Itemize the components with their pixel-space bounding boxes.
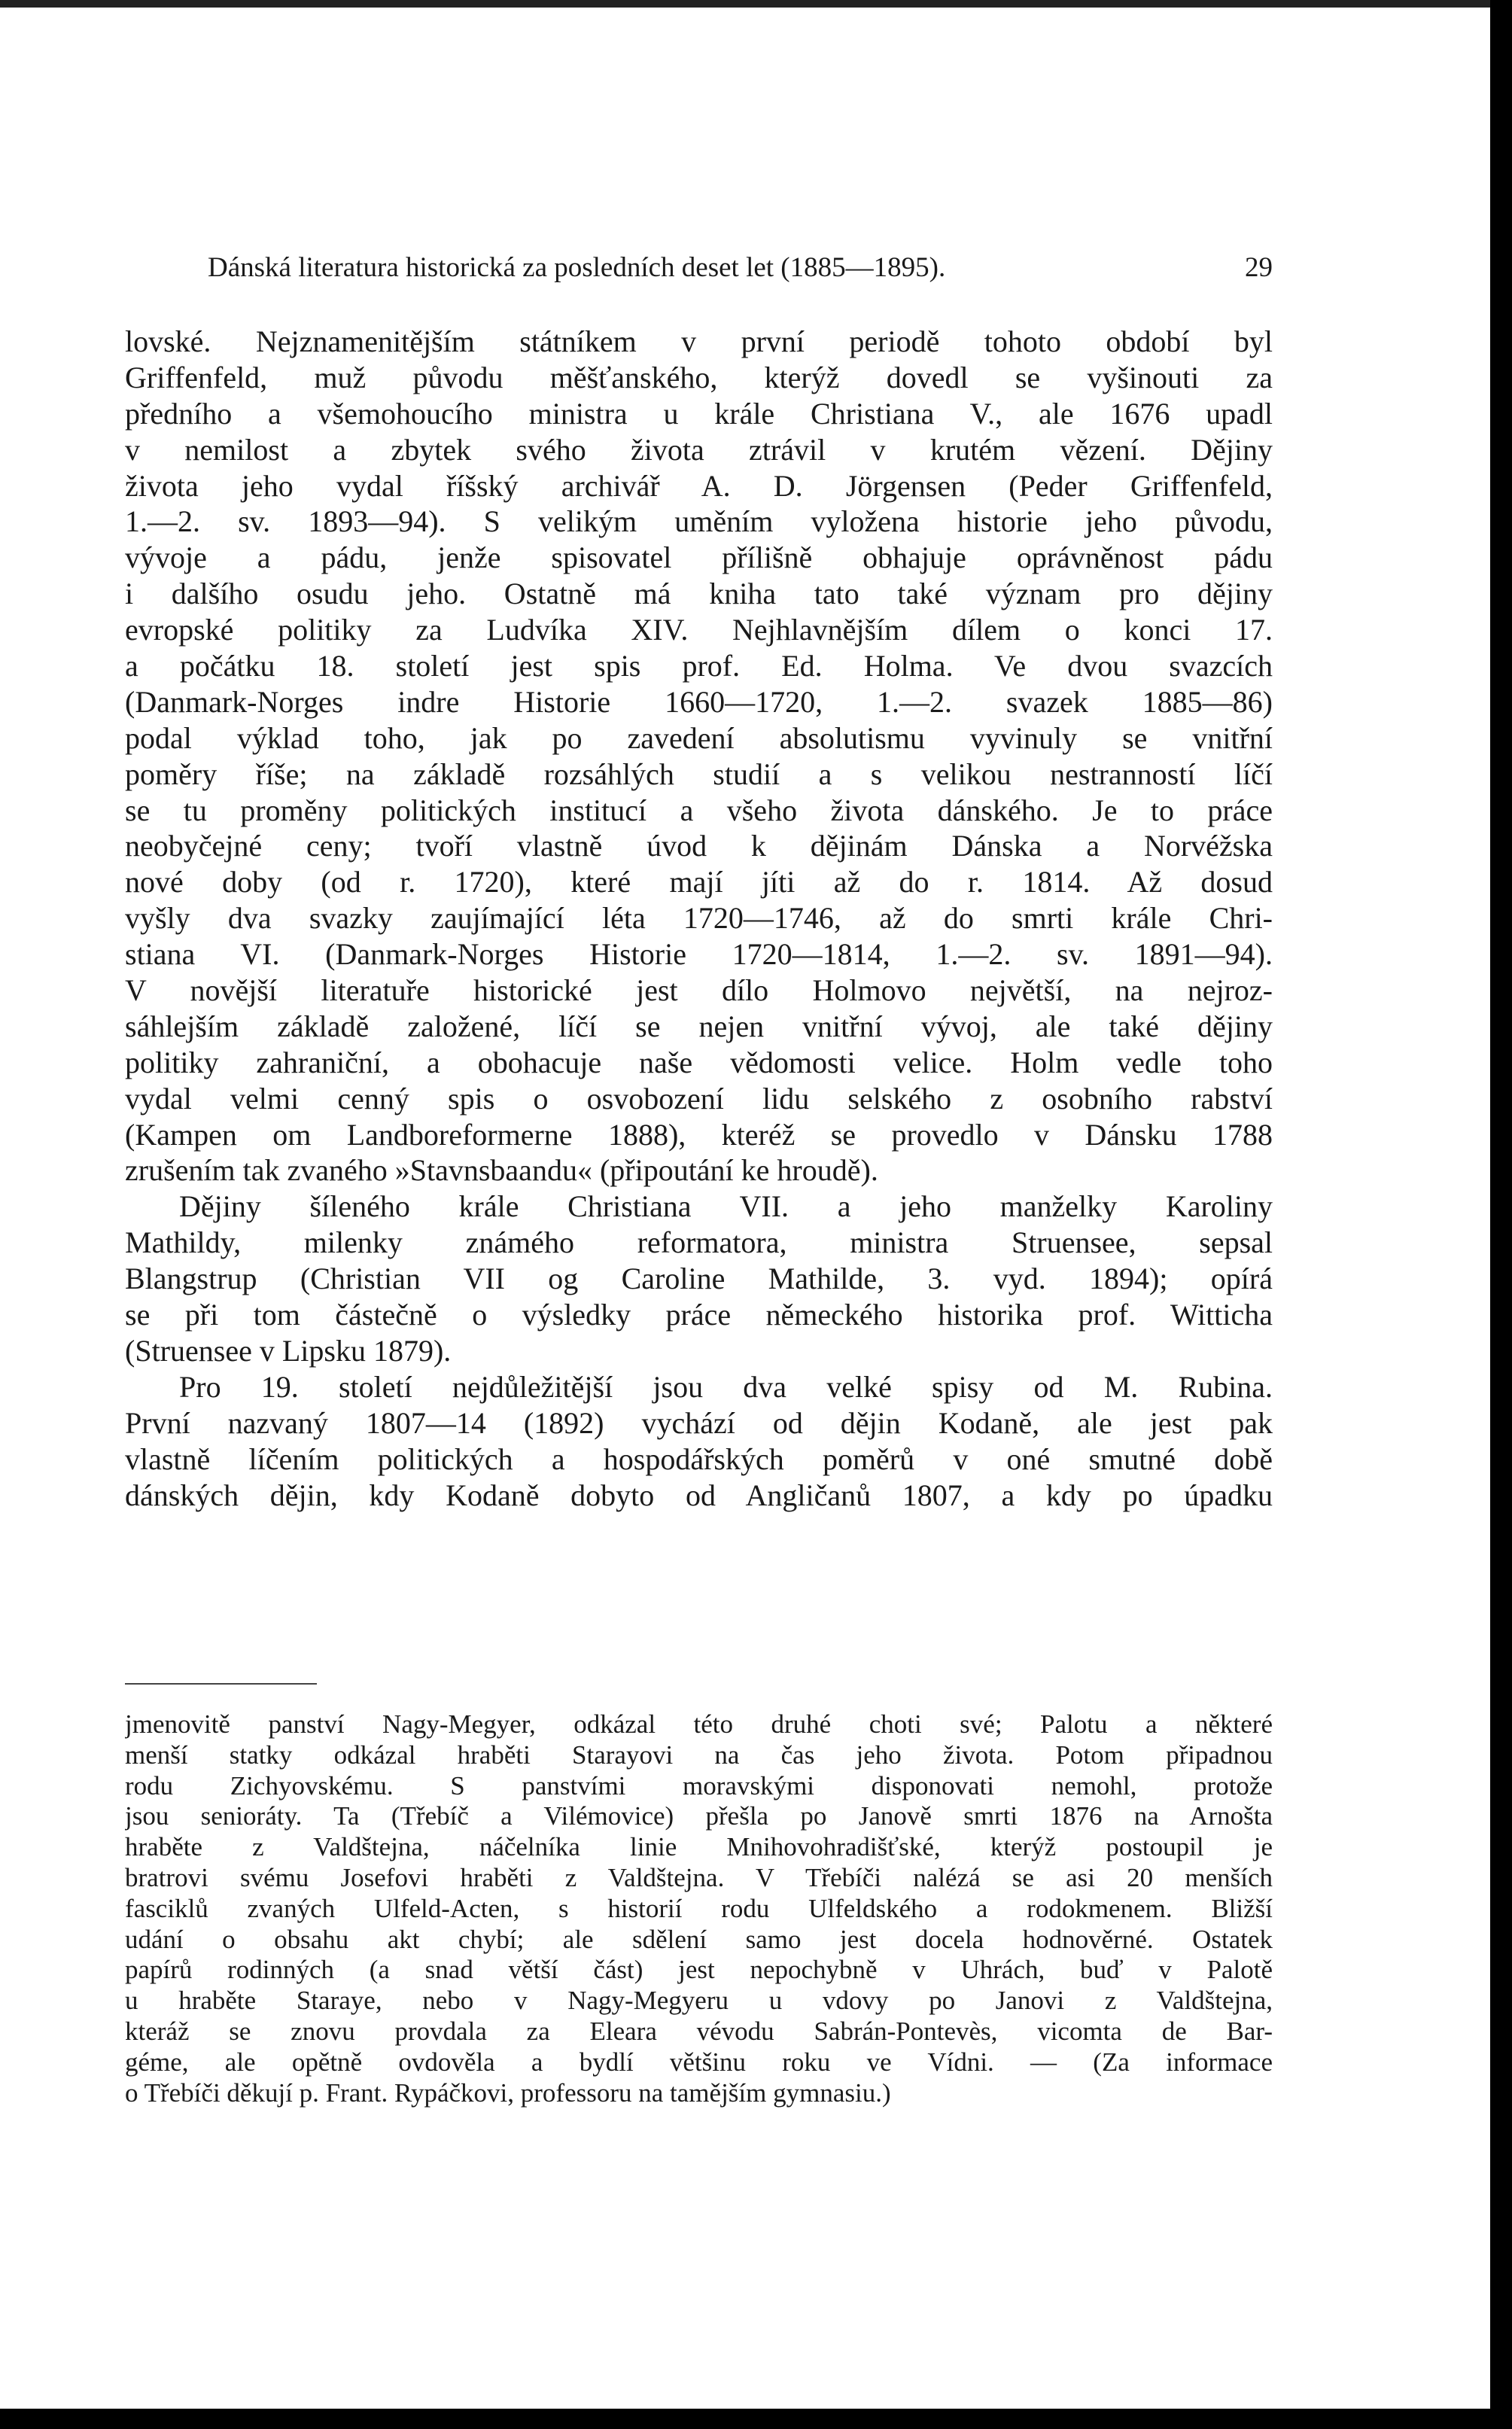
- body-line: Blangstrup (Christian VII og Caroline Mathilde, 3. vyd. 1894); opírá: [125, 1262, 1273, 1296]
- running-header: [208, 251, 1273, 285]
- body-line: (Danmark-Norges indre Historie 1660—1720, 1.—2. svazek 1885—86): [125, 684, 1273, 719]
- body-line: vyšly dva svazky zaujímající léta 1720—1746, až do smrti krále Chri-: [125, 901, 1273, 936]
- body-line: Griffenfeld, muž původu měšťanského, kterýž dovedl se vyšinouti za: [125, 360, 1273, 394]
- body-line: lovské. Nejznamenitějším státníkem v první periodě tohoto období byl: [125, 324, 1273, 358]
- body-line: neobyčejné ceny; tvoří vlastně úvod k dějinám Dánska a Norvéžska: [125, 829, 1273, 863]
- footnote-line: fasciklů zvaných Ulfeld-Acten, s historií rodu Ulfeldského a rodokmenem. Bližší: [125, 1893, 1273, 1923]
- footnote-line: jsou senioráty. Ta (Třebíč a Vilémovice) přešla po Janově smrti 1876 na Arnošta: [125, 1801, 1273, 1831]
- body-line: podal výklad toho, jak po zavedení absolutismu vyvinuly se vnitřní: [125, 720, 1273, 755]
- main-text: [125, 324, 1273, 1513]
- footnote-line: jmenovitě panství Nagy-Megyer, odkázal této druhé choti své; Palotu a některé: [125, 1709, 1273, 1739]
- page-number: 29: [1245, 252, 1273, 283]
- body-line: dánských dějin, kdy Kodaně dobyto od Angličanů 1807, a kdy po úpadku: [125, 1478, 1273, 1512]
- body-line: předního a všemohoucího ministra u krále Christiana V., ale 1676 upadl: [125, 396, 1273, 431]
- body-line: zrušením tak zvaného »Stavnsbaandu« (připoutání ke hroudě).: [125, 1153, 878, 1188]
- footnote-divider: [125, 1683, 317, 1685]
- body-line: se tu proměny politických institucí a všeho života dánského. Je to práce: [125, 793, 1273, 827]
- footnote-line: bratrovi svému Josefovi hraběti z Valdštejna. V Třebíči nalézá se asi 20 menších: [125, 1862, 1273, 1892]
- body-line: se při tom částečně o výsledky práce německého historika prof. Witticha: [125, 1298, 1273, 1332]
- body-line: vydal velmi cenný spis o osvobození lidu selského z osobního rabství: [125, 1081, 1273, 1116]
- footnote-line: hraběte z Valdštejna, náčelníka linie Mnihovohradišťské, kterýž postoupil je: [125, 1832, 1273, 1862]
- body-line: vývoje a pádu, jenže spisovatel přílišně obhajuje oprávněnost pádu: [125, 540, 1273, 575]
- body-line: (Kampen om Landboreformerne 1888), kteréž se provedlo v Dánsku 1788: [125, 1117, 1273, 1152]
- body-line: (Struensee v Lipsku 1879).: [125, 1333, 452, 1368]
- scan-edge-top: [0, 0, 1512, 8]
- body-line: Pro 19. století nejdůležitější jsou dva velké spisy od M. Rubina.: [179, 1369, 1273, 1404]
- footnote-line: u hraběte Staraye, nebo v Nagy-Megyeru u vdovy po Janovi z Valdštejna,: [125, 1986, 1273, 2016]
- body-line: Mathildy, milenky známého reformatora, ministra Struensee, sepsal: [125, 1225, 1273, 1260]
- body-line: i dalšího osudu jeho. Ostatně má kniha tato také význam pro dějiny: [125, 577, 1273, 611]
- body-line: života jeho vydal říšský archivář A. D. Jörgensen (Peder Griffenfeld,: [125, 468, 1273, 503]
- body-line: V novější literatuře historické jest dílo Holmovo největší, na nejroz-: [125, 973, 1273, 1008]
- header-title: Dánská literatura historická za posledních deset let (1885—1895).: [208, 252, 946, 283]
- footnote-line: menší statky odkázal hraběti Starayovi na čas jeho života. Potom připadnou: [125, 1740, 1273, 1770]
- footnote-line: udání o obsahu akt chybí; ale sdělení samo jest docela hodnověrné. Ostatek: [125, 1924, 1273, 1954]
- body-line: nové doby (od r. 1720), které mají jíti až do r. 1814. Až dosud: [125, 865, 1273, 899]
- body-line: v nemilost a zbytek svého života ztrávil v krutém vězení. Dějiny: [125, 432, 1273, 467]
- footnote-line: rodu Zichyovskému. S panstvími moravskými disponovati nemohl, protože: [125, 1770, 1273, 1800]
- body-line: sáhlejším základě založené, líčí se nejen vnitřní vývoj, ale také dějiny: [125, 1009, 1273, 1043]
- footnote-line: géme, ale opětně ovdověla a bydlí většinu roku ve Vídni. — (Za informace: [125, 2047, 1273, 2077]
- body-line: vlastně líčením politických a hospodářských poměrů v oné smutné době: [125, 1441, 1273, 1476]
- body-line: evropské politiky za Ludvíka XIV. Nejhlavnějším dílem o konci 17.: [125, 613, 1273, 647]
- body-line: 1.—2. sv. 1893—94). S velikým uměním vyložena historie jeho původu,: [125, 504, 1273, 539]
- scan-edge-right: [1490, 0, 1512, 2429]
- body-line: První nazvaný 1807—14 (1892) vychází od dějin Kodaně, ale jest pak: [125, 1405, 1273, 1440]
- body-line: politiky zahraniční, a obohacuje naše vědomosti velice. Holm vedle toho: [125, 1045, 1273, 1079]
- footnote-line: o Třebíči děkují p. Frant. Rypáčkovi, professoru na tamějším gymnasiu.): [125, 2077, 891, 2108]
- body-line: Dějiny šíleného krále Christiana VII. a jeho manželky Karoliny: [179, 1189, 1273, 1224]
- body-line: stiana VI. (Danmark-Norges Historie 1720—1814, 1.—2. sv. 1891—94).: [125, 937, 1273, 972]
- body-line: a počátku 18. století jest spis prof. Ed. Holma. Ve dvou svazcích: [125, 649, 1273, 683]
- scan-edge-bottom: [0, 2409, 1512, 2429]
- footnote: [125, 1709, 1273, 2108]
- footnote-line: kteráž se znovu provdala za Eleara vévodu Sabrán-Pontevès, vicomta de Bar-: [125, 2016, 1273, 2046]
- footnote-line: papírů rodinných (a snad větší část) jest nepochybně v Uhrách, buď v Palotě: [125, 1955, 1273, 1985]
- body-line: poměry říše; na základě rozsáhlých studií a s velikou nestranností líčí: [125, 756, 1273, 791]
